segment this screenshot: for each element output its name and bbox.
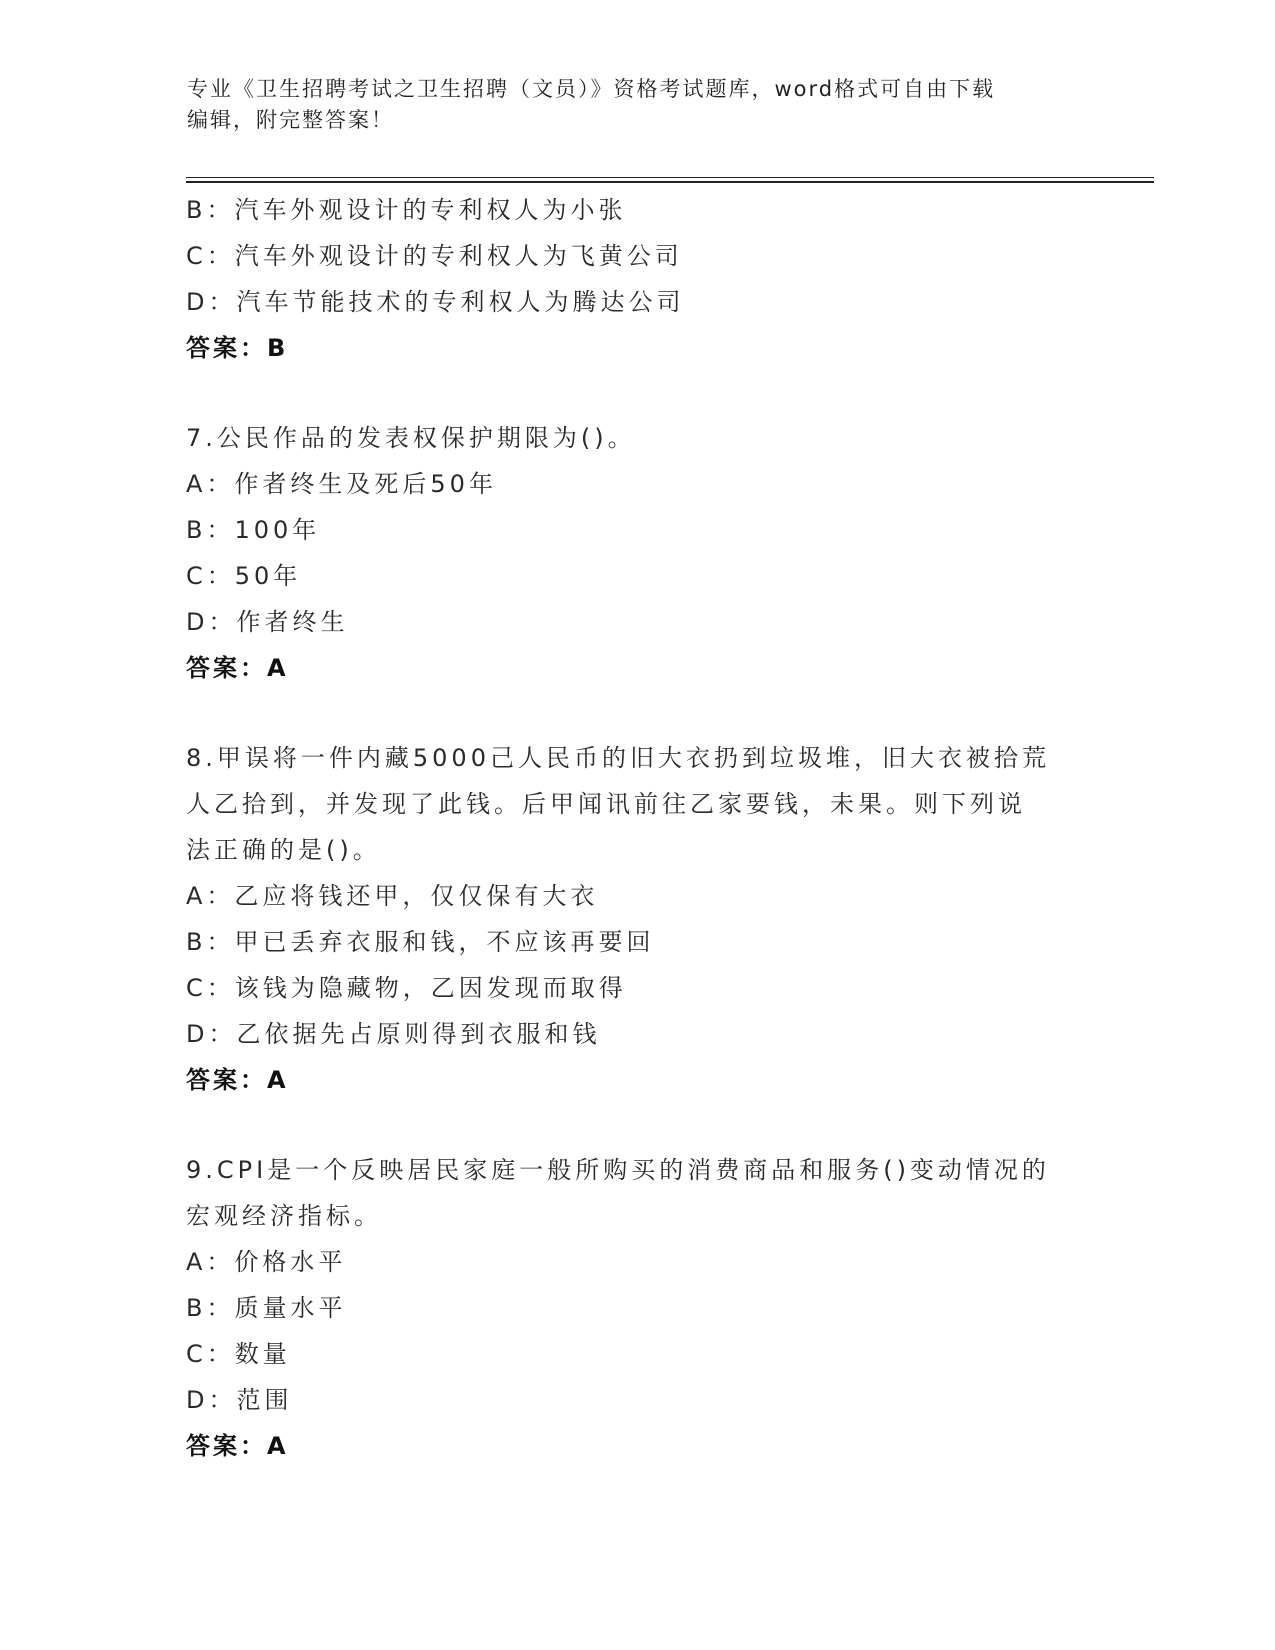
option-a: A：价格水平 — [186, 1248, 347, 1276]
option-b: B：汽车外观设计的专利权人为小张 — [186, 196, 627, 224]
answer: 答案：A — [186, 654, 289, 682]
answer: 答案：A — [186, 1066, 289, 1094]
question-text-line-3: 法正确的是()。 — [186, 836, 381, 864]
question-text-line-2: 人乙拾到，并发现了此钱。后甲闻讯前往乙家要钱，未果。则下列说 — [186, 790, 1026, 818]
answer: 答案：B — [186, 334, 289, 362]
option-a: A：乙应将钱还甲，仅仅保有大衣 — [186, 882, 599, 910]
option-d: D：乙依据先占原则得到衣服和钱 — [186, 1020, 601, 1048]
answer: 答案：A — [186, 1432, 289, 1460]
question-9 — [186, 1147, 1086, 1469]
option-c: C：该钱为隐藏物，乙因发现而取得 — [186, 974, 627, 1002]
option-b: B：甲已丢弃衣服和钱，不应该再要回 — [186, 928, 655, 956]
option-b: B：100年 — [186, 516, 321, 544]
option-c: C：50年 — [186, 562, 302, 590]
question-6-continued — [186, 187, 1086, 371]
option-d: D：作者终生 — [186, 608, 349, 636]
question-text-line-2: 宏观经济指标。 — [186, 1202, 382, 1230]
header-line-2: 编辑，附完整答案！ — [187, 108, 394, 132]
option-c: C：汽车外观设计的专利权人为飞黄公司 — [186, 242, 683, 270]
question-8 — [186, 735, 1086, 1103]
question-list — [186, 187, 1086, 1469]
option-d: D：汽车节能技术的专利权人为腾达公司 — [186, 288, 685, 316]
question-7 — [186, 415, 1086, 691]
option-b: B：质量水平 — [186, 1294, 347, 1322]
option-c: C：数量 — [186, 1340, 291, 1368]
document-header — [187, 74, 1087, 136]
option-d: D：范围 — [186, 1386, 293, 1414]
header-line-1: 专业《卫生招聘考试之卫生招聘（文员）》资格考试题库，word格式可自由下载 — [187, 77, 996, 101]
header-divider-thin — [186, 177, 1154, 178]
option-a: A：作者终生及死后50年 — [186, 470, 497, 498]
header-divider-thick — [186, 181, 1154, 183]
question-text-line-1: 8.甲误将一件内藏5000己人民币的旧大衣扔到垃圾堆，旧大衣被拾荒 — [186, 744, 1050, 772]
question-text-line-1: 9.CPI是一个反映居民家庭一般所购买的消费商品和服务()变动情况的 — [186, 1156, 1050, 1184]
question-text: 7.公民作品的发表权保护期限为()。 — [186, 424, 636, 452]
